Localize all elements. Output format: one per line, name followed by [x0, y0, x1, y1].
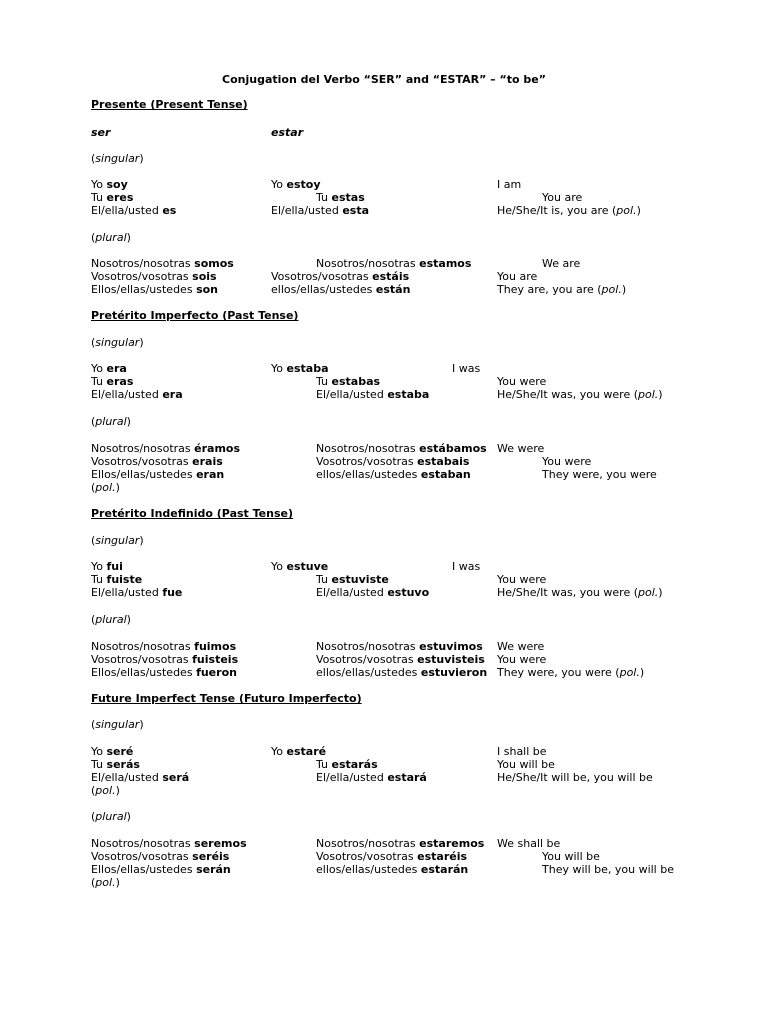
- sec3-singular-row-2-estar: [316, 573, 389, 586]
- english-text: They were, you were: [542, 468, 657, 481]
- pronoun: Nosotros/nosotras: [91, 257, 195, 270]
- estar-form: estabais: [417, 455, 470, 468]
- sec1-plural-row-3-english: They are, you are (pol.): [497, 283, 627, 296]
- pol-abbr: pol.: [619, 666, 640, 679]
- estar-form: estuvisteis: [417, 653, 485, 666]
- sec2-plural-row-3-english: [542, 468, 657, 481]
- sec1-singular-row-1-ser: [91, 178, 128, 191]
- estar-form: estuvo: [387, 586, 430, 599]
- pronoun: Nosotros/nosotras: [316, 442, 420, 455]
- sec3-plural-row-3-english: They were, you were (pol.): [497, 666, 645, 679]
- english-text: They will be, you will be: [542, 863, 674, 876]
- pronoun: Tu: [91, 191, 107, 204]
- sec3-singular-row-3-estar: [316, 586, 429, 599]
- sec3-plural-row-3-estar: [316, 666, 487, 679]
- pronoun: Vosotros/vosotras: [316, 455, 418, 468]
- pronoun: ellos/ellas/ustedes: [316, 863, 421, 876]
- pronoun: ellos/ellas/ustedes: [316, 666, 421, 679]
- english-text: You were: [497, 375, 547, 388]
- sec1-singular-row-3-estar: [271, 204, 369, 217]
- pol-abbr: pol.: [638, 388, 659, 401]
- section-heading-3: Pretérito Indefinido (Past Tense): [91, 507, 294, 520]
- pronoun: Vosotros/vosotras: [91, 850, 193, 863]
- sec1-plural-row-3-estar: [271, 283, 410, 296]
- pronoun: Nosotros/nosotras: [316, 257, 420, 270]
- pronoun: Tu: [316, 375, 332, 388]
- estar-form: estamos: [419, 257, 472, 270]
- sec4-singular-row-2-ser: [91, 758, 140, 771]
- sec2-singular-row-1-english: [452, 362, 480, 375]
- ser-form: somos: [194, 257, 234, 270]
- sec3-plural-row-1-ser: [91, 640, 236, 653]
- ser-form: fue: [162, 586, 183, 599]
- estar-form: estarás: [331, 758, 378, 771]
- ser-form: era: [162, 388, 183, 401]
- singular-label: (singular): [91, 534, 144, 547]
- estar-form: estaremos: [419, 837, 485, 850]
- sec3-singular-row-2-ser: [91, 573, 142, 586]
- sec4-singular-row-1-english: [497, 745, 547, 758]
- pronoun: Tu: [91, 375, 107, 388]
- pronoun: Ellos/ellas/ustedes: [91, 283, 197, 296]
- sec2-plural-row-1-ser: [91, 442, 240, 455]
- sec3-singular-row-1-ser: [91, 560, 123, 573]
- english-text: I was: [452, 362, 481, 375]
- sec1-singular-row-1-english: [497, 178, 521, 191]
- pronoun: Ellos/ellas/ustedes: [91, 468, 197, 481]
- estar-form: estoy: [286, 178, 321, 191]
- ser-form: fueron: [196, 666, 237, 679]
- sec1-plural-row-1-english: [542, 257, 580, 270]
- ser-form: eran: [196, 468, 225, 481]
- pronoun: El/ella/usted: [316, 586, 388, 599]
- sec4-plural-row-3-english: [542, 863, 674, 876]
- pronoun: El/ella/usted: [91, 771, 163, 784]
- pronoun: Vosotros/vosotras: [316, 850, 418, 863]
- sec2-plural-row-3-ser: [91, 468, 224, 481]
- english-text: I am: [497, 178, 522, 191]
- sec2-singular-row-2-english: [497, 375, 546, 388]
- sec3-singular-row-3-english: He/She/It was, you were (pol.): [497, 586, 663, 599]
- sec2-plural-row-2-ser: [91, 455, 223, 468]
- english-text: You are: [542, 191, 583, 204]
- sec4-singular-row-3-pol-wrap: (pol.): [91, 784, 120, 797]
- english-text: You will be: [497, 758, 555, 771]
- sec3-plural-row-2-estar: [316, 653, 485, 666]
- sec3-plural-row-3-ser: [91, 666, 237, 679]
- sec2-singular-row-2-ser: [91, 375, 133, 388]
- sec3-singular-row-2-english: [497, 573, 546, 586]
- english-text: He/She/It was, you were (: [497, 586, 638, 599]
- sec4-plural-row-2-ser: [91, 850, 229, 863]
- sec1-singular-row-1-estar: [271, 178, 321, 191]
- pol-abbr: pol.: [638, 586, 659, 599]
- estar-form: estuviste: [331, 573, 389, 586]
- pronoun: Nosotros/nosotras: [91, 442, 195, 455]
- sec3-singular-row-1-estar: [271, 560, 328, 573]
- estar-form: estarán: [420, 863, 469, 876]
- pronoun: Tu: [91, 573, 107, 586]
- estar-form: estuvimos: [419, 640, 483, 653]
- sec4-plural-row-3-ser: [91, 863, 231, 876]
- ser-form: erais: [192, 455, 223, 468]
- document-title: Conjugation del Verbo “SER” and “ESTAR” – “to be”: [222, 73, 546, 86]
- verb-header-estar: estar: [271, 126, 304, 139]
- ser-form: serán: [196, 863, 231, 876]
- english-text: I was: [452, 560, 481, 573]
- sec4-plural-row-1-estar: [316, 837, 484, 850]
- english-text: We shall be: [497, 837, 561, 850]
- sec2-plural-row-1-english: [497, 442, 544, 455]
- estar-form: estuve: [286, 560, 329, 573]
- singular-label: (singular): [91, 336, 144, 349]
- plural-label: (plural): [91, 415, 131, 428]
- pronoun: Vosotros/vosotras: [91, 270, 193, 283]
- singular-label: (singular): [91, 718, 144, 731]
- pronoun: Vosotros/vosotras: [271, 270, 373, 283]
- pronoun: El/ella/usted: [316, 771, 388, 784]
- sec1-plural-row-2-english: [497, 270, 537, 283]
- sec1-singular-row-2-english: [542, 191, 582, 204]
- pronoun: Nosotros/nosotras: [91, 837, 195, 850]
- english-text: You are: [497, 270, 538, 283]
- sec4-singular-row-1-estar: [271, 745, 326, 758]
- sec2-plural-row-2-english: [542, 455, 591, 468]
- verb-header-ser: ser: [91, 126, 111, 139]
- sec1-plural-row-2-ser: [91, 270, 217, 283]
- ser-form: fui: [106, 560, 123, 573]
- plural-text: plural: [95, 613, 127, 626]
- pronoun: ellos/ellas/ustedes: [316, 468, 421, 481]
- sec1-singular-row-3-english: He/She/It is, you are (pol.): [497, 204, 641, 217]
- ser-form: fuiste: [106, 573, 143, 586]
- singular-text: singular: [95, 534, 140, 547]
- pronoun: Ellos/ellas/ustedes: [91, 863, 197, 876]
- section-heading-4: Future Imperfect Tense (Futuro Imperfecto): [91, 692, 362, 705]
- ser-form: fuisteis: [192, 653, 239, 666]
- sec4-singular-row-1-ser: [91, 745, 133, 758]
- ser-form: soy: [106, 178, 128, 191]
- pol-abbr: pol.: [616, 204, 637, 217]
- estar-form: estaré: [286, 745, 327, 758]
- ser-form: éramos: [194, 442, 241, 455]
- pronoun: Yo: [271, 745, 287, 758]
- estar-form: estas: [331, 191, 365, 204]
- pol-abbr: pol.: [601, 283, 622, 296]
- plural-text: plural: [95, 810, 127, 823]
- pronoun: Vosotros/vosotras: [91, 455, 193, 468]
- plural-label: (plural): [91, 613, 131, 626]
- sec2-singular-row-2-estar: [316, 375, 380, 388]
- sec2-plural-row-2-estar: [316, 455, 469, 468]
- sec3-singular-row-3-ser: [91, 586, 182, 599]
- pol-abbr: pol.: [95, 876, 116, 889]
- english-text: We were: [497, 640, 545, 653]
- pronoun: Tu: [91, 758, 107, 771]
- english-text: We were: [497, 442, 545, 455]
- estar-form: esta: [342, 204, 370, 217]
- singular-text: singular: [95, 718, 140, 731]
- english-text: You were: [542, 455, 592, 468]
- english-text: He/She/It is, you are (: [497, 204, 617, 217]
- pronoun: Yo: [91, 745, 107, 758]
- pronoun: Yo: [271, 178, 287, 191]
- sec1-plural-row-1-estar: [316, 257, 471, 270]
- ser-form: son: [196, 283, 218, 296]
- pronoun: Tu: [316, 573, 332, 586]
- pronoun: Ellos/ellas/ustedes: [91, 666, 197, 679]
- pronoun: El/ella/usted: [91, 204, 163, 217]
- pronoun: Nosotros/nosotras: [316, 837, 420, 850]
- sec3-plural-row-2-english: [497, 653, 546, 666]
- sec2-plural-row-3-pol-wrap: (pol.): [91, 481, 120, 494]
- pronoun: El/ella/usted: [316, 388, 388, 401]
- sec3-plural-row-2-ser: [91, 653, 238, 666]
- english-text: I shall be: [497, 745, 547, 758]
- pronoun: El/ella/usted: [91, 586, 163, 599]
- sec4-plural-row-3-pol-wrap: (pol.): [91, 876, 120, 889]
- singular-text: singular: [95, 152, 140, 165]
- sec2-singular-row-3-ser: [91, 388, 183, 401]
- estar-form: estaban: [420, 468, 471, 481]
- pronoun: ellos/ellas/ustedes: [271, 283, 376, 296]
- estar-form: estaba: [387, 388, 430, 401]
- english-text: We are: [542, 257, 581, 270]
- english-text: He/She/It will be, you will be: [497, 771, 653, 784]
- english-text: They were, you were (: [497, 666, 620, 679]
- pronoun: Yo: [91, 560, 107, 573]
- sec1-plural-row-2-estar: [271, 270, 409, 283]
- pronoun: Tu: [316, 191, 332, 204]
- sec2-plural-row-1-estar: [316, 442, 487, 455]
- pronoun: Yo: [271, 362, 287, 375]
- ser-form: sois: [192, 270, 217, 283]
- pronoun: Vosotros/vosotras: [316, 653, 418, 666]
- sec4-singular-row-3-estar: [316, 771, 427, 784]
- sec3-singular-row-1-english: [452, 560, 480, 573]
- estar-form: estará: [387, 771, 427, 784]
- estar-form: están: [375, 283, 411, 296]
- ser-form: serás: [106, 758, 140, 771]
- plural-label: (plural): [91, 810, 131, 823]
- ser-form: era: [106, 362, 127, 375]
- section-heading-2: Pretérito Imperfecto (Past Tense): [91, 309, 299, 322]
- sec4-singular-row-3-ser: [91, 771, 189, 784]
- pronoun: Yo: [91, 178, 107, 191]
- sec2-plural-row-3-estar: [316, 468, 471, 481]
- estar-form: estáis: [372, 270, 410, 283]
- sec2-singular-row-1-estar: [271, 362, 329, 375]
- sec2-singular-row-3-estar: [316, 388, 429, 401]
- pronoun: Vosotros/vosotras: [91, 653, 193, 666]
- singular-text: singular: [95, 336, 140, 349]
- pronoun: Nosotros/nosotras: [316, 640, 420, 653]
- sec1-plural-row-1-ser: [91, 257, 234, 270]
- plural-text: plural: [95, 231, 127, 244]
- sec1-singular-row-2-ser: [91, 191, 133, 204]
- english-text: He/She/It was, you were (: [497, 388, 638, 401]
- pronoun: El/ella/usted: [271, 204, 343, 217]
- pol-abbr: pol.: [95, 481, 116, 494]
- ser-form: seremos: [194, 837, 247, 850]
- sec4-singular-row-2-estar: [316, 758, 378, 771]
- plural-text: plural: [95, 415, 127, 428]
- sec2-singular-row-1-ser: [91, 362, 127, 375]
- ser-form: eres: [106, 191, 134, 204]
- sec4-plural-row-2-english: [542, 850, 600, 863]
- plural-label: (plural): [91, 231, 131, 244]
- ser-form: eras: [106, 375, 134, 388]
- pronoun: El/ella/usted: [91, 388, 163, 401]
- english-text: You were: [497, 653, 547, 666]
- sec3-plural-row-1-english: [497, 640, 544, 653]
- estar-form: estábamos: [419, 442, 487, 455]
- sec4-plural-row-1-english: [497, 837, 560, 850]
- sec1-plural-row-3-ser: [91, 283, 218, 296]
- sec2-singular-row-3-english: He/She/It was, you were (pol.): [497, 388, 663, 401]
- ser-form: seréis: [192, 850, 230, 863]
- sec4-plural-row-3-estar: [316, 863, 468, 876]
- sec4-singular-row-2-english: [497, 758, 555, 771]
- sec4-plural-row-2-estar: [316, 850, 467, 863]
- sec3-plural-row-1-estar: [316, 640, 483, 653]
- sec1-singular-row-3-ser: [91, 204, 176, 217]
- ser-form: será: [162, 771, 190, 784]
- english-text: You will be: [542, 850, 600, 863]
- pronoun: Nosotros/nosotras: [91, 640, 195, 653]
- ser-form: fuimos: [194, 640, 237, 653]
- pol-abbr: pol.: [95, 784, 116, 797]
- section-heading-1: Presente (Present Tense): [91, 98, 248, 111]
- ser-form: es: [162, 204, 177, 217]
- ser-form: seré: [106, 745, 134, 758]
- sec1-singular-row-2-estar: [316, 191, 365, 204]
- sec4-plural-row-1-ser: [91, 837, 247, 850]
- english-text: You were: [497, 573, 547, 586]
- estar-form: estaba: [286, 362, 329, 375]
- estar-form: estaréis: [417, 850, 468, 863]
- estar-form: estuvieron: [420, 666, 488, 679]
- pronoun: Yo: [271, 560, 287, 573]
- pronoun: Yo: [91, 362, 107, 375]
- english-text: They are, you are (: [497, 283, 602, 296]
- pronoun: Tu: [316, 758, 332, 771]
- estar-form: estabas: [331, 375, 381, 388]
- singular-label: (singular): [91, 152, 144, 165]
- sec4-singular-row-3-english: [497, 771, 653, 784]
